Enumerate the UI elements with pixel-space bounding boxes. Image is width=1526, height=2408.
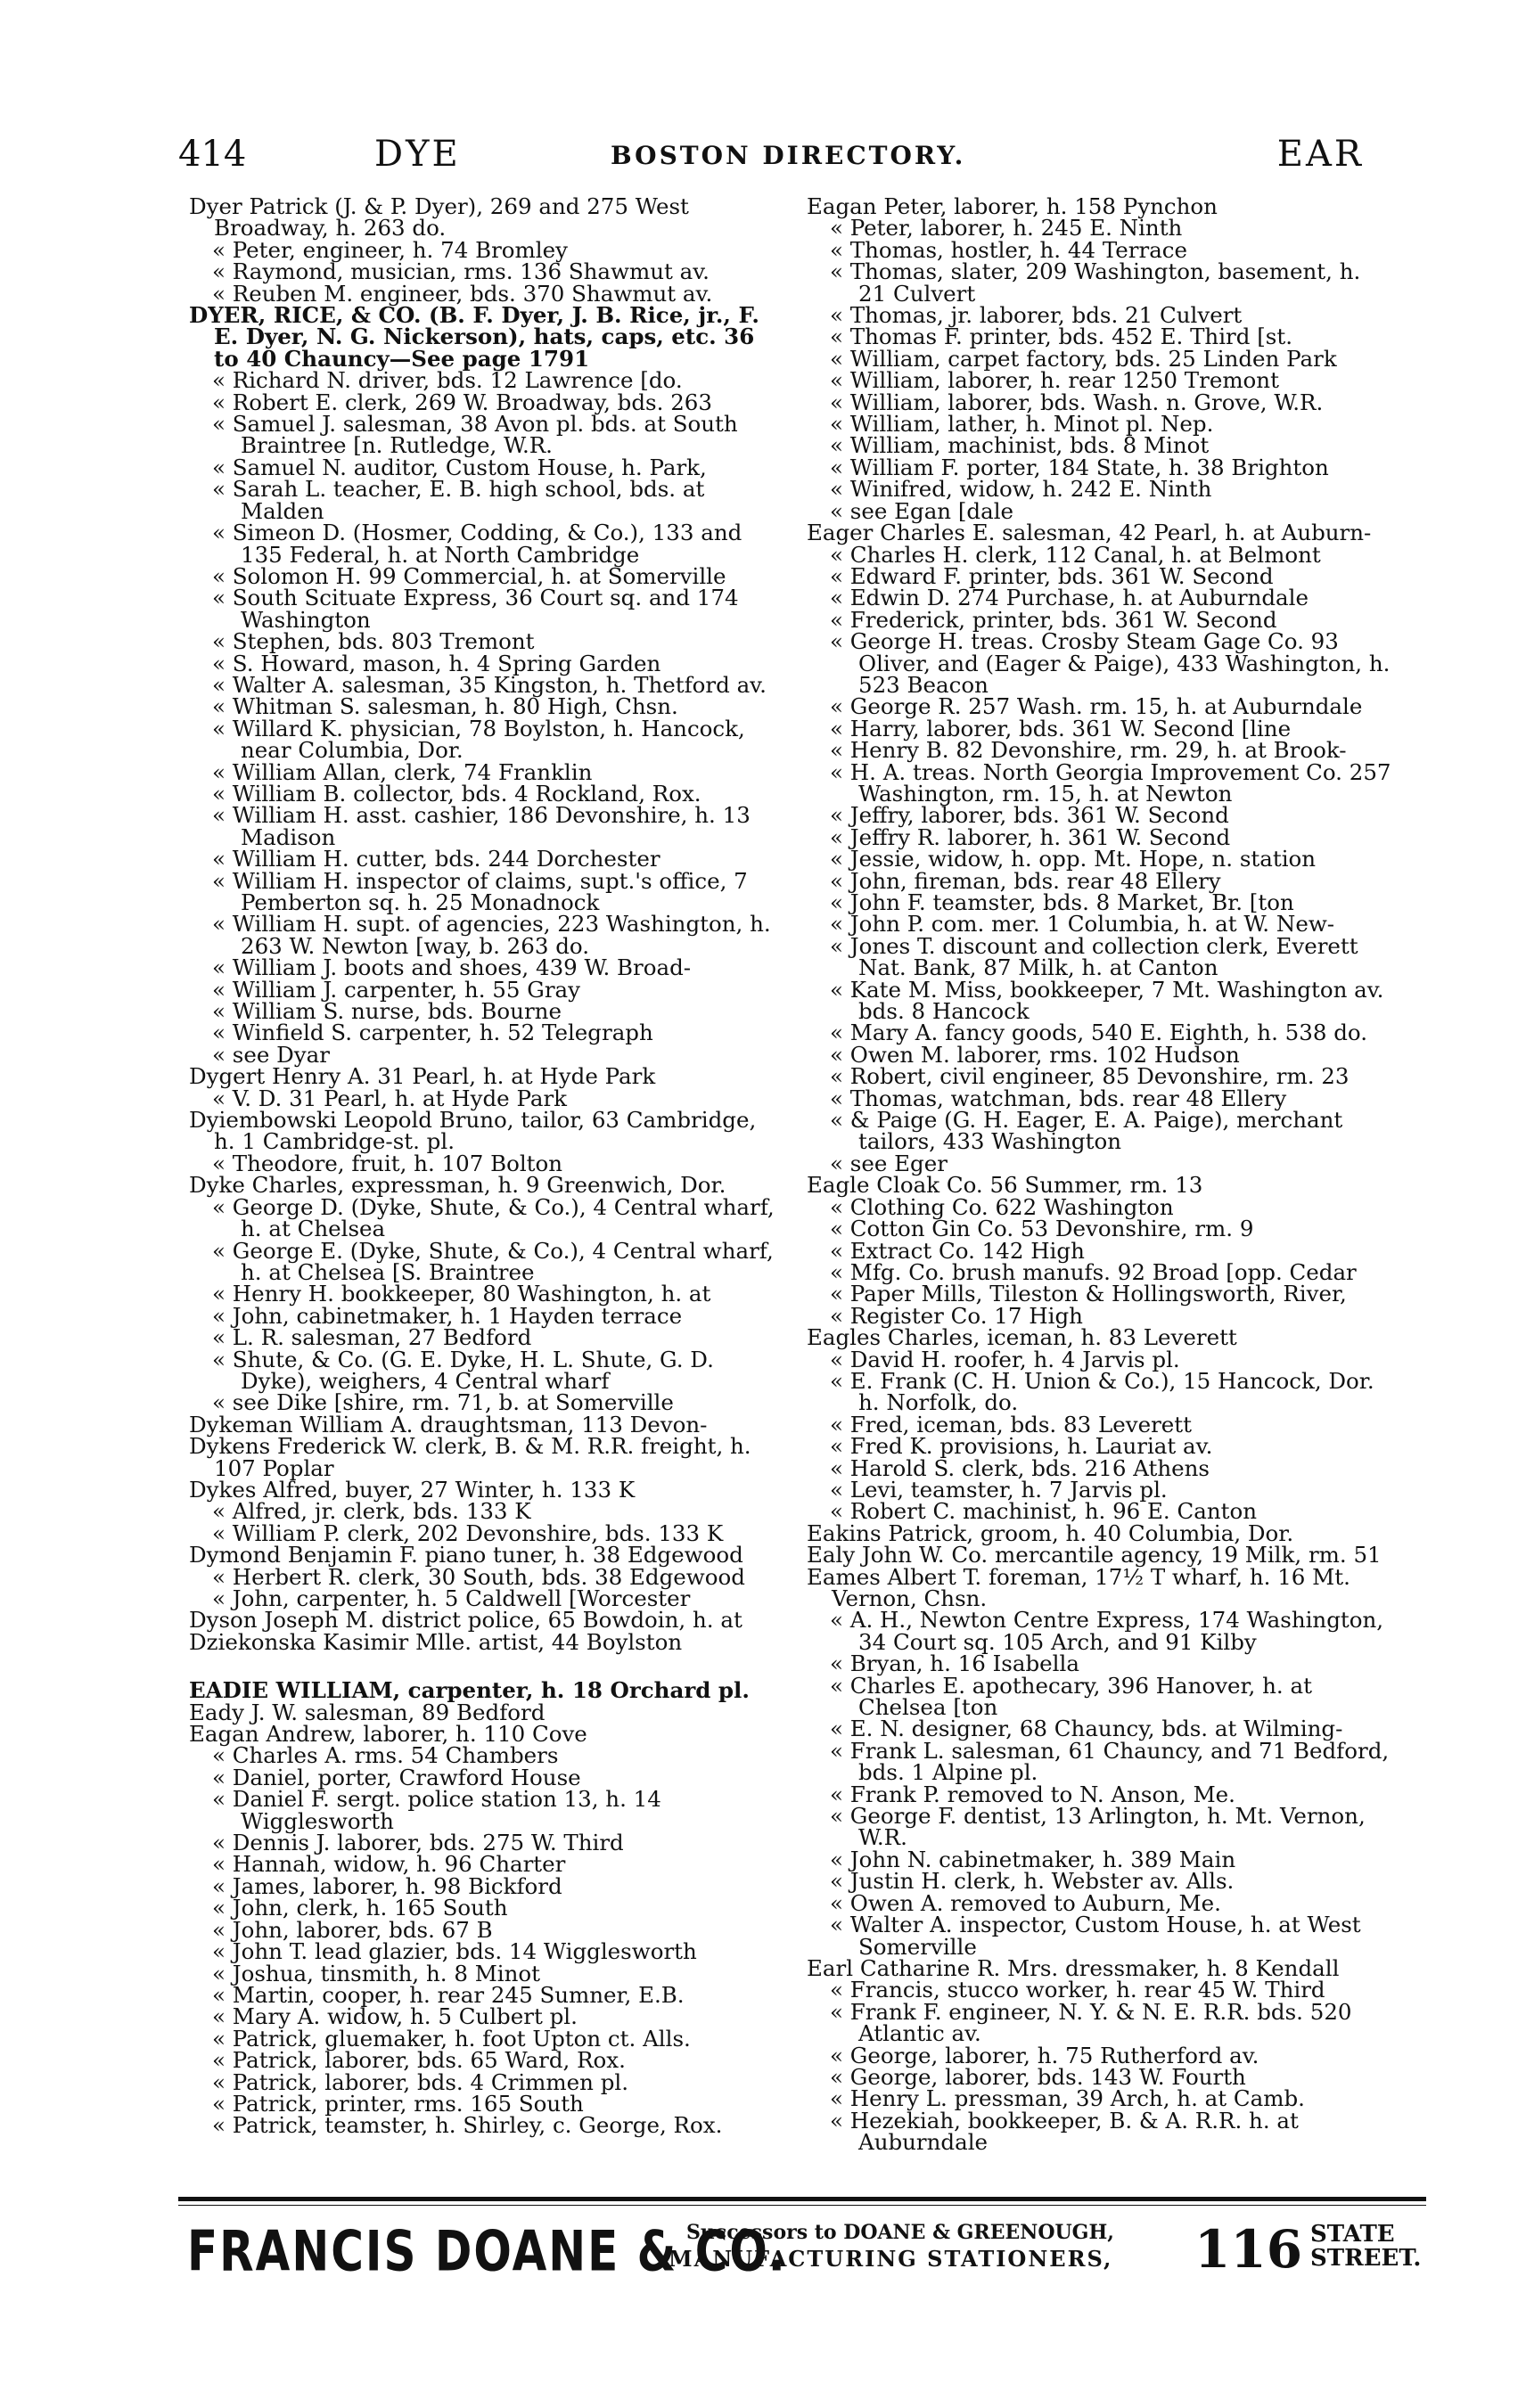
directory-entry: « Dennis J. laborer, bds. 275 W. Third (212, 1830, 624, 1856)
directory-entry: « William P. clerk, 202 Devonshire, bds. 133 K (212, 1519, 724, 1546)
directory-entry: « George, laborer, h. 75 Rutherford av. (830, 2042, 1259, 2068)
directory-entry: Eagan Andrew, laborer, h. 110 Cove (189, 1721, 587, 1748)
directory-entry: « Jeffry R. laborer, h. 361 W. Second (830, 823, 1231, 850)
directory-entry: « Henry H. bookkeeper, 80 Washington, h. at (212, 1281, 711, 1307)
directory-entry: Dykes Alfred, buyer, 27 Winter, h. 133 K (189, 1476, 636, 1503)
directory-entry: « William H. cutter, bds. 244 Dorchester (212, 846, 660, 872)
directory-entry: « Samuel J. salesman, 38 Avon pl. bds. at South Braintree [n. Rutledge, W.R. (212, 411, 738, 459)
directory-entry: « Jessie, widow, h. opp. Mt. Hope, n. station (830, 846, 1317, 872)
directory-entry: « William S. nurse, bds. Bourne (212, 998, 562, 1025)
directory-entry: « see Dike [shire, rm. 71, b. at Somerville (212, 1389, 674, 1416)
directory-entry: Dykeman William A. draughtsman, 113 Devon- (189, 1411, 708, 1437)
directory-entry: « John, cabinetmaker, h. 1 Hayden terrace (212, 1302, 683, 1329)
directory-entry: « Paper Mills, Tileston & Hollingsworth, River, (830, 1281, 1347, 1307)
directory-entry: « Daniel, porter, Crawford House (212, 1764, 581, 1790)
directory-entry: « Peter, laborer, h. 245 E. Ninth (830, 215, 1183, 242)
firm-name: FRANCIS DOANE & CO. (187, 2219, 787, 2284)
directory-entry: « Bryan, h. 16 Isabella (830, 1650, 1079, 1677)
directory-entry: « William, carpet factory, bds. 25 Linden Park (830, 345, 1337, 372)
directory-entry: « Patrick, printer, rms. 165 South (212, 2090, 584, 2117)
directory-entry: « Sarah L. teacher, E. B. high school, bds. at Malden (212, 476, 705, 524)
directory-entry: « Willard K. physician, 78 Boylston, h. Hancock, near Columbia, Dor. (212, 715, 745, 764)
page-number: 414 (178, 134, 247, 175)
directory-entry: « William, laborer, h. rear 1250 Tremont (830, 367, 1279, 394)
street-number: 116 (1194, 2219, 1303, 2280)
directory-entry: « Mfg. Co. brush manufs. 92 Broad [opp. Cedar (830, 1258, 1357, 1285)
directory-entry: « Raymond, musician, rms. 136 Shawmut av. (212, 258, 710, 285)
directory-entry: Dyer Patrick (J. & P. Dyer), 269 and 275 West Broadway, h. 263 do. (189, 193, 689, 242)
directory-entry: « Stephen, bds. 803 Tremont (212, 628, 535, 655)
directory-entry: « see Eger (830, 1150, 948, 1176)
directory-entry: « Solomon H. 99 Commercial, h. at Somerville (212, 562, 726, 589)
directory-entry: « Harry, laborer, bds. 361 W. Second [line (830, 715, 1292, 741)
directory-title: BOSTON DIRECTORY. (611, 141, 966, 170)
directory-entry: « Reuben M. engineer, bds. 370 Shawmut av. (212, 280, 713, 307)
directory-entry: « H. A. treas. North Georgia Improvement Co. 257 Washington, rm. 15, h. at Newton (830, 758, 1391, 807)
street-name (1310, 2223, 1421, 2271)
directory-entry: « Mary A. widow, h. 5 Culbert pl. (212, 2003, 578, 2030)
successors-line: Successors to DOANE & GREENOUGH, (686, 2221, 1114, 2244)
directory-entry: Dymond Benjamin F. piano tuner, h. 38 Edgewood (189, 1542, 743, 1568)
directory-entry: Dyiembowski Leopold Bruno, tailor, 63 Cambridge, h. 1 Cambridge-st. pl. (189, 1107, 757, 1155)
directory-entry: « Francis, stucco worker, h. rear 45 W. Third (830, 1977, 1325, 2003)
directory-entry: « Levi, teamster, h. 7 Jarvis pl. (830, 1476, 1168, 1503)
directory-entry: Dykens Frederick W. clerk, B. & M. R.R. freight, h. 107 Poplar (189, 1433, 751, 1481)
directory-entry: « John T. lead glazier, bds. 14 Wigglesworth (212, 1938, 697, 1965)
directory-entry: « William, lather, h. Minot pl. Nep. (830, 411, 1214, 438)
directory-entry: « Thomas, slater, 209 Washington, basement, h. 21 Culvert (830, 258, 1361, 307)
directory-entry: « Charles H. clerk, 112 Canal, h. at Belmont (830, 541, 1321, 568)
directory-entry: « Edwin D. 274 Purchase, h. at Auburndale (830, 585, 1309, 611)
directory-entry: « Patrick, gluemaker, h. foot Upton ct. Alls. (212, 2025, 691, 2052)
directory-entry: Eagan Peter, laborer, h. 158 Pynchon (807, 193, 1218, 219)
directory-entry: Ealy John W. Co. mercantile agency, 19 Milk, rm. 51 (807, 1542, 1382, 1568)
directory-entry: « Walter A. salesman, 35 Kingston, h. Thetford av. (212, 671, 767, 698)
directory-entry: « Fred, iceman, bds. 83 Leverett (830, 1411, 1192, 1437)
directory-entry: « & Paige (G. H. Eager, E. A. Paige), merchant tailors, 433 Washington (830, 1107, 1343, 1155)
directory-entry: « E. N. designer, 68 Chauncy, bds. at Wilming- (830, 1716, 1343, 1742)
directory-entry: « Patrick, teamster, h. Shirley, c. George, Rox. (212, 2112, 723, 2139)
directory-entry: « John, clerk, h. 165 South (212, 1895, 508, 1921)
directory-entry: « Cotton Gin Co. 53 Devonshire, rm. 9 (830, 1216, 1254, 1242)
directory-entry: « Martin, cooper, h. rear 245 Sumner, E.B. (212, 1981, 685, 2008)
directory-entry: Dyson Joseph M. district police, 65 Bowdoin, h. at (189, 1607, 742, 1634)
directory-entry: « William Allan, clerk, 74 Franklin (212, 758, 593, 785)
directory-entry: « William, laborer, bds. Wash. n. Grove, W.R. (830, 389, 1324, 415)
directory-entry: « Patrick, laborer, bds. 65 Ward, Rox. (212, 2047, 626, 2074)
directory-entry: « John, laborer, bds. 67 B (212, 1916, 493, 1943)
directory-entry: « Charles E. apothecary, 396 Hanover, h. at Chelsea [ton (830, 1672, 1312, 1721)
directory-entry: « Extract Co. 142 High (830, 1237, 1085, 1264)
directory-entry: Earl Catharine R. Mrs. dressmaker, h. 8 Kendall (807, 1954, 1340, 1981)
directory-entry: « Robert, civil engineer, 85 Devonshire, rm. 23 (830, 1063, 1350, 1090)
directory-entry: Eady J. W. salesman, 89 Bedford (189, 1699, 546, 1725)
directory-entry: « William, machinist, bds. 8 Minot (830, 432, 1210, 459)
directory-entry: « George D. (Dyke, Shute, & Co.), 4 Central wharf, h. at Chelsea (212, 1193, 775, 1242)
directory-entry (189, 1653, 777, 1680)
directory-entry: Eames Albert T. foreman, 17½ T wharf, h. 16 Mt. Vernon, Chsn. (807, 1563, 1350, 1611)
directory-entry: « Daniel F. sergt. police station 13, h. 14 Wigglesworth (212, 1786, 661, 1834)
directory-entry: « George H. treas. Crosby Steam Gage Co. 93 Oliver, and (Eager & Paige), 433 Washington, h. 523 Beacon (830, 628, 1391, 698)
directory-entry: « John, fireman, bds. rear 48 Ellery (830, 867, 1221, 894)
directory-entry: « Justin H. clerk, h. Webster av. Alls. (830, 1868, 1235, 1895)
directory-entry: « William F. porter, 184 State, h. 38 Brighton (830, 454, 1329, 480)
directory-entry: « William H. asst. cashier, 186 Devonshire, h. 13 Madison (212, 802, 751, 850)
directory-entry: « Robert C. machinist, h. 96 E. Canton (830, 1498, 1258, 1525)
directory-entry: « A. H., Newton Centre Express, 174 Washington, 34 Court sq. 105 Arch, and 91 Kilby (830, 1607, 1384, 1655)
directory-entry: « Shute, & Co. (G. E. Dyke, H. L. Shute, G. D. Dyke), weighers, 4 Central wharf (212, 1346, 714, 1394)
directory-entry: « Thomas F. printer, bds. 452 E. Third [st. (830, 324, 1292, 350)
directory-entry: « Simeon D. (Hosmer, Codding, & Co.), 133 and 135 Federal, h. at North Cambridge (212, 520, 742, 568)
directory-entry: « John N. cabinetmaker, h. 389 Main (830, 1846, 1236, 1872)
directory-entry: « Register Co. 17 High (830, 1302, 1083, 1329)
directory-entry: « William J. boots and shoes, 439 W. Broad- (212, 954, 692, 981)
directory-entry: « James, laborer, h. 98 Bickford (212, 1872, 562, 1899)
directory-entry: « S. Howard, mason, h. 4 Spring Garden (212, 650, 661, 676)
directory-entry: « Mary A. fancy goods, 540 E. Eighth, h. 538 do. (830, 1020, 1367, 1046)
directory-entry: « Owen M. laborer, rms. 102 Hudson (830, 1041, 1240, 1068)
directory-entry: « Jones T. discount and collection clerk, Everett Nat. Bank, 87 Milk, h. at Canton (830, 932, 1358, 981)
right-running-key: EAR (1276, 134, 1364, 175)
directory-entry: « Kate M. Miss, bookkeeper, 7 Mt. Washington av. bds. 8 Hancock (830, 976, 1384, 1025)
directory-entry: « Patrick, laborer, bds. 4 Crimmen pl. (212, 2068, 629, 2095)
directory-entry: « Frederick, printer, bds. 361 W. Second (830, 606, 1277, 633)
advertisement-footer (187, 2219, 1422, 2286)
directory-entry: « Edward F. printer, bds. 361 W. Second (830, 562, 1274, 589)
directory-entry: « Hezekiah, bookkeeper, B. & A. R.R. h. at Auburndale (830, 2107, 1299, 2156)
street-name-line-2: STREET. (1310, 2245, 1422, 2272)
directory-entry: « William H. inspector of claims, supt.'s office, 7 Pemberton sq. h. 25 Monadnock (212, 867, 748, 915)
directory-entry: « Winifred, widow, h. 242 E. Ninth (830, 476, 1212, 503)
directory-entry: « Clothing Co. 622 Washington (830, 1193, 1174, 1220)
directory-entry: « Joshua, tinsmith, h. 8 Minot (212, 1960, 540, 1986)
directory-entry: « V. D. 31 Pearl, h. at Hyde Park (212, 1085, 568, 1111)
directory-entry: « Charles A. rms. 54 Chambers (212, 1742, 559, 1769)
directory-entry: « George R. 257 Wash. rm. 15, h. at Auburndale (830, 693, 1363, 720)
directory-entry: Dyke Charles, expressman, h. 9 Greenwich, Dor. (189, 1172, 726, 1199)
directory-entry: Eagles Charles, iceman, h. 83 Leverett (807, 1324, 1237, 1351)
directory-entry: « Alfred, jr. clerk, bds. 133 K (212, 1498, 531, 1525)
directory-entry: EADIE WILLIAM, carpenter, h. 18 Orchard pl. (189, 1677, 750, 1704)
directory-entry: « Frank P. removed to N. Anson, Me. (830, 1781, 1235, 1807)
directory-entry: Eakins Patrick, groom, h. 40 Columbia, Dor. (807, 1519, 1294, 1546)
directory-entry: « John F. teamster, bds. 8 Market, Br. [ton (830, 889, 1294, 915)
directory-entry: « Whitman S. salesman, h. 80 High, Chsn. (212, 693, 678, 720)
directory-entry: « Samuel N. auditor, Custom House, h. Park, (212, 454, 707, 480)
page-header (178, 134, 1364, 187)
directory-entry: Eager Charles E. salesman, 42 Pearl, h. at Auburn- (807, 520, 1372, 546)
directory-entry: DYER, RICE, & CO. (B. F. Dyer, J. B. Rice, jr., F. E. Dyer, N. G. Nickerson), hats, caps, etc. 36 to 40 Chauncy—See page 1791 (189, 302, 759, 372)
directory-entry: « Thomas, jr. laborer, bds. 21 Culvert (830, 302, 1243, 329)
directory-entry: « Winfield S. carpenter, h. 52 Telegraph (212, 1020, 653, 1046)
directory-entry: « John, carpenter, h. 5 Caldwell [Worcester (212, 1585, 691, 1611)
directory-entry: « see Dyar (212, 1041, 330, 1068)
directory-entry: « E. Frank (C. H. Union & Co.), 15 Hancock, Dor. h. Norfolk, do. (830, 1367, 1374, 1416)
directory-entry: « Peter, engineer, h. 74 Bromley (212, 236, 568, 263)
directory-entry: « Hannah, widow, h. 96 Charter (212, 1851, 566, 1878)
directory-entry: « George E. (Dyke, Shute, & Co.), 4 Central wharf, h. at Chelsea [S. Braintree (212, 1237, 774, 1285)
directory-entry: « Frank F. engineer, N. Y. & N. E. R.R. bds. 520 Atlantic av. (830, 1998, 1352, 2047)
directory-entry: Dziekonska Kasimir Mlle. artist, 44 Boylston (189, 1628, 683, 1655)
directory-entry: « David H. roofer, h. 4 Jarvis pl. (830, 1346, 1180, 1372)
directory-entry: « South Scituate Express, 36 Court sq. and 174 Washington (212, 585, 739, 633)
directory-entry: « William H. supt. of agencies, 223 Washington, h. 263 W. Newton [way, b. 263 do. (212, 911, 771, 959)
directory-entry: « Frank L. salesman, 61 Chauncy, and 71 Bedford, bds. 1 Alpine pl. (830, 1737, 1390, 1786)
left-column (189, 193, 777, 2139)
trade-line: MANUFACTURING STATIONERS, (669, 2246, 1113, 2272)
directory-entry: « L. R. salesman, 27 Bedford (212, 1324, 532, 1351)
directory-entry: « Henry L. pressman, 39 Arch, h. at Camb. (830, 2085, 1305, 2112)
directory-entry: « Herbert R. clerk, 30 South, bds. 38 Edgewood (212, 1563, 745, 1590)
directory-entry: « Fred K. provisions, h. Lauriat av. (830, 1433, 1213, 1460)
directory-entry: « Henry B. 82 Devonshire, rm. 29, h. at Brook- (830, 737, 1347, 764)
directory-entry: « George, laborer, bds. 143 W. Fourth (830, 2063, 1246, 2090)
directory-entry: « Harold S. clerk, bds. 216 Athens (830, 1454, 1210, 1481)
left-running-key: DYE (374, 134, 461, 175)
directory-entry: « Walter A. inspector, Custom House, h. at West Somerville (830, 1912, 1361, 1960)
directory-entry: « John P. com. mer. 1 Columbia, h. at W. New- (830, 911, 1335, 938)
footer-rule (178, 2197, 1426, 2206)
directory-entry: « Richard N. driver, bds. 12 Lawrence [do. (212, 367, 683, 394)
directory-entry: « Theodore, fruit, h. 107 Bolton (212, 1150, 563, 1176)
directory-entry: Dygert Henry A. 31 Pearl, h. at Hyde Park (189, 1063, 656, 1090)
street-name-line-1: STATE (1310, 2221, 1395, 2248)
directory-entry: « Thomas, watchman, bds. rear 48 Ellery (830, 1085, 1287, 1111)
directory-entry: « Jeffry, laborer, bds. 361 W. Second (830, 802, 1229, 829)
right-column (807, 193, 1395, 2156)
directory-entry: « William B. collector, bds. 4 Rockland, Rox. (212, 780, 701, 807)
directory-entry: « Thomas, hostler, h. 44 Terrace (830, 236, 1188, 263)
directory-entry: « George F. dentist, 13 Arlington, h. Mt. Vernon, W.R. (830, 1803, 1366, 1851)
directory-entry: « see Egan [dale (830, 497, 1014, 524)
directory-entry: « William J. carpenter, h. 55 Gray (212, 976, 580, 1003)
directory-entry: « Robert E. clerk, 269 W. Broadway, bds. 263 (212, 389, 712, 415)
directory-entry: « Owen A. removed to Auburn, Me. (830, 1889, 1221, 1916)
directory-entry: Eagle Cloak Co. 56 Summer, rm. 13 (807, 1172, 1203, 1199)
